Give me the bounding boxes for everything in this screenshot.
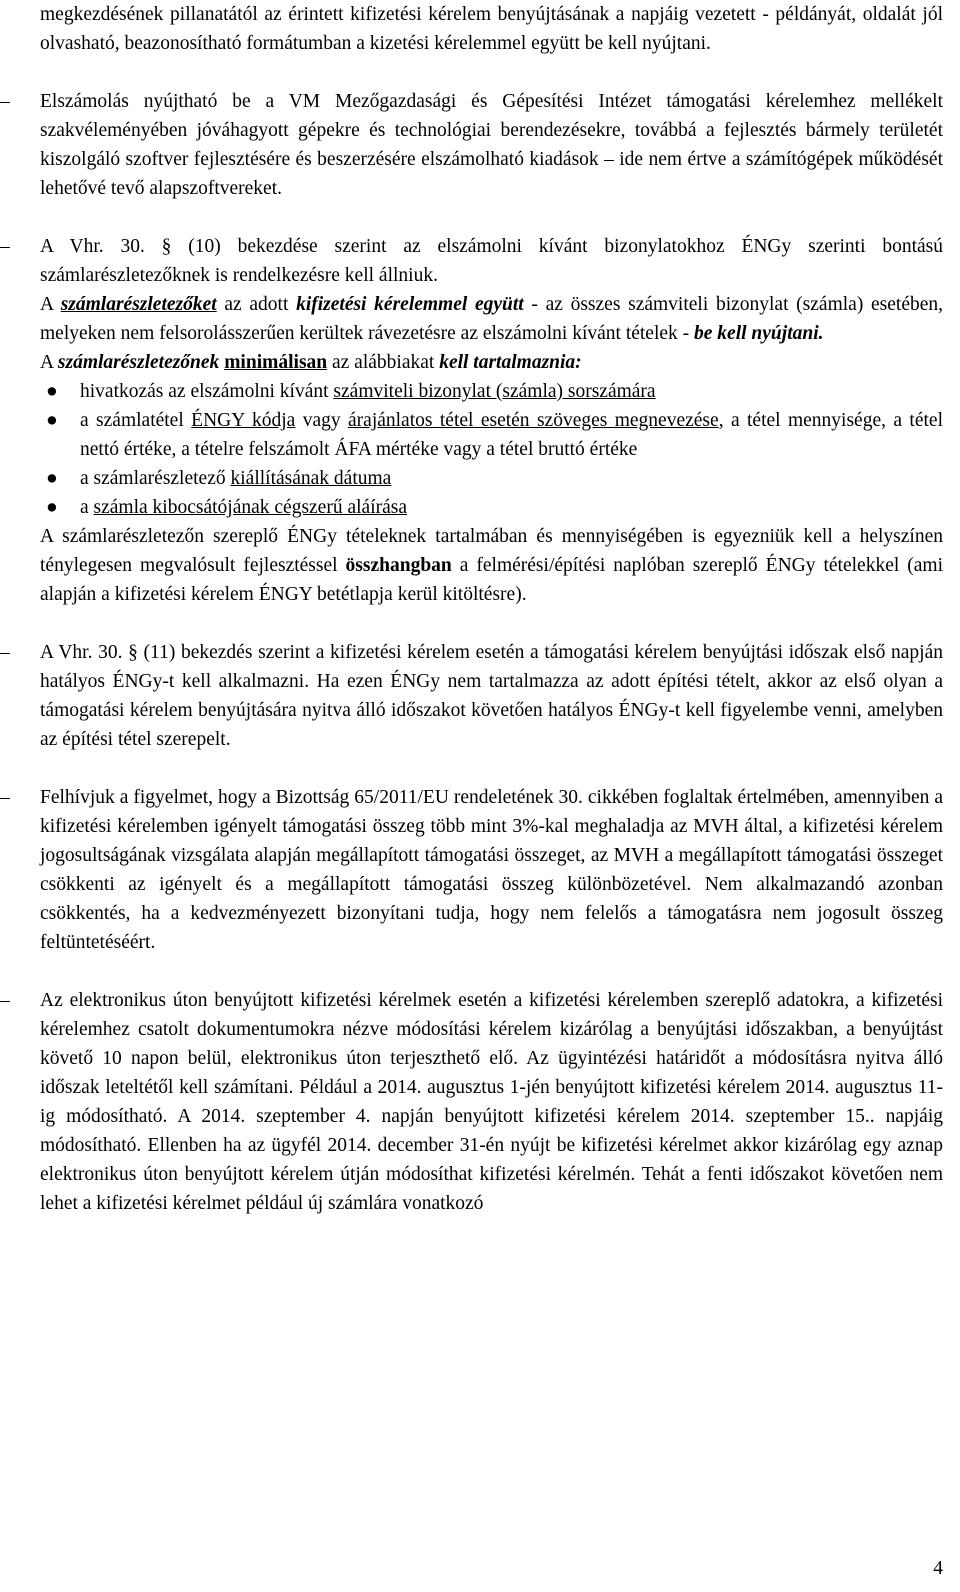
electronic-modification-text: Az elektronikus úton benyújtott kifizetési kérelmek esetén a kifizetési kérelemben szereplő adatokra, a kifizetési kérelemhez csatolt dokumentumokra nézve módosítási kérelem kizárólag a benyújtási időszakban, a benyújtást követő 10 napon belül, elektronikus úton terjeszthető elő. Az ügyintézési határidőt a módosításra nyitva álló időszak leteltétől kell számítani. Például a 2014. augusztus 1-jén benyújtott kifizetési kérelem 2014. augusztus 11-ig módosítható. A 2014. szeptember 4. napján benyújtott kifizetési kérelem 2014. szeptember 15.. napjáig módosítható. Ellenben ha az ügyfél 2014. december 31-én nyújt be kifizetési kérelmet akkor kizárólag egy aznap elektronikus úton benyújtott kérelem útján módosíthat kifizetési kérelmén. Tehát a fenti időszakot követően nem lehet a kifizetési kérelmet például új számlára vonatkozó	[40, 990, 943, 1214]
dash-marker: –	[0, 236, 10, 257]
dash-marker: –	[0, 91, 10, 112]
section-eligible-costs	[0, 87, 943, 203]
dash-marker: –	[0, 642, 10, 663]
section-engy-version	[0, 638, 943, 754]
intro-paragraph: megkezdésének pillanatától az érintett kifizetési kérelem benyújtásának a napjáig vezetett - példányát, oldalát jól olvasható, beazonosítható formátumban a kizetési kérelemmel együtt be kell nyújtani.	[40, 4, 943, 54]
section-invoice-details	[0, 232, 944, 609]
invoice-details-consistency: A számlarészletezőn szereplő ÉNGy tételeknek tartalmában és mennyiségében is egyezniük kell a helyszínen ténylegesen megvalósult fejlesztéssel összhangban a felmérési/építési naplóban szereplő ÉNGy tételekkel (ami alapján a kifizetési kérelem ÉNGY betétlapja kerül kitöltésre).	[40, 526, 943, 605]
bullet-icon: ●	[46, 497, 58, 518]
invoice-details-intro: A Vhr. 30. § (10) bekezdése szerint az elszámolni kívánt bizonylatokhoz ÉNGy szerinti bontású számlarészletezőknek is rendelkezésre kell állniuk.	[40, 236, 943, 286]
bullet-icon: ●	[46, 468, 58, 489]
engy-version-text: A Vhr. 30. § (11) bekezdés szerint a kifizetési kérelem esetén a támogatási kérelem benyújtási időszak első napján hatályos ÉNGy-t kell alkalmazni. Ha ezen ÉNGy nem tartalmazza az adott építési tételt, akkor az első olyan a támogatási kérelem benyújtására nyitva álló időszakot követően hatályos ÉNGy-t kell figyelembe venni, amelyben az építési tétel szerepelt.	[40, 642, 943, 750]
section-reduction-notice	[0, 783, 943, 957]
list-item: ● a számlarészletező kiállításának dátuma	[40, 464, 943, 493]
page-number: 4	[933, 1558, 943, 1579]
list-item: ● hivatkozás az elszámolni kívánt számviteli bizonylat (számla) sorszámára	[40, 377, 943, 406]
eligible-costs-text: Elszámolás nyújtható be a VM Mezőgazdasági és Gépesítési Intézet támogatási kérelemhez mellékelt szakvéleményében jóváhagyott gépekre és technológiai berendezésekre, továbbá a fejlesztés bármely területét kiszolgáló szoftver fejlesztésére és beszerzésére elszámolható kiadások – ide nem értve a számítógépek működését lehetővé tevő alapszoftvereket.	[40, 91, 943, 199]
list-item: ● a számla kibocsátójának cégszerű aláírása	[40, 493, 943, 522]
bullet-icon: ●	[46, 410, 58, 431]
list-item: ● a számlatétel ÉNGY kódja vagy árajánlatos tétel esetén szöveges megnevezése, a tétel mennyisége, a tétel nettó értéke, a tételre felszámolt ÁFA mértéke vagy a tétel bruttó értéke	[40, 406, 943, 464]
invoice-details-submission: A számlarészletezőket az adott kifizetési kérelemmel együtt - az összes számviteli bizonylat (számla) esetében, melyeken nem felsorolásszerűen kerültek rávezetésre az elszámolni kívánt tételek - be kell nyújtani.	[40, 294, 944, 344]
reduction-notice-text: Felhívjuk a figyelmet, hogy a Bizottság 65/2011/EU rendeletének 30. cikkében foglaltak értelmében, amennyiben a kifizetési kérelemben igényelt támogatási összeg több mint 3%-kal meghaladja az MVH által, a kifizetési kérelem jogosultságának vizsgálata alapján megállapított támogatási összeget, az MVH a megállapított támogatási összeget csökkenti az igényelt és a megállapított támogatási összeg különbözetével. Nem alkalmazandó azonban csökkentés, ha a kedvezményezett bizonyítani tudja, hogy nem felelős a támogatásra nem jogosult összeg feltüntetéséért.	[40, 787, 943, 953]
dash-marker: –	[0, 990, 10, 1011]
section-electronic-modification	[0, 986, 943, 1218]
invoice-details-minimum: A számlarészletezőnek minimálisan az alábbiakat kell tartalmaznia:	[40, 352, 582, 373]
dash-marker: –	[0, 787, 10, 808]
bullet-icon: ●	[46, 381, 58, 402]
